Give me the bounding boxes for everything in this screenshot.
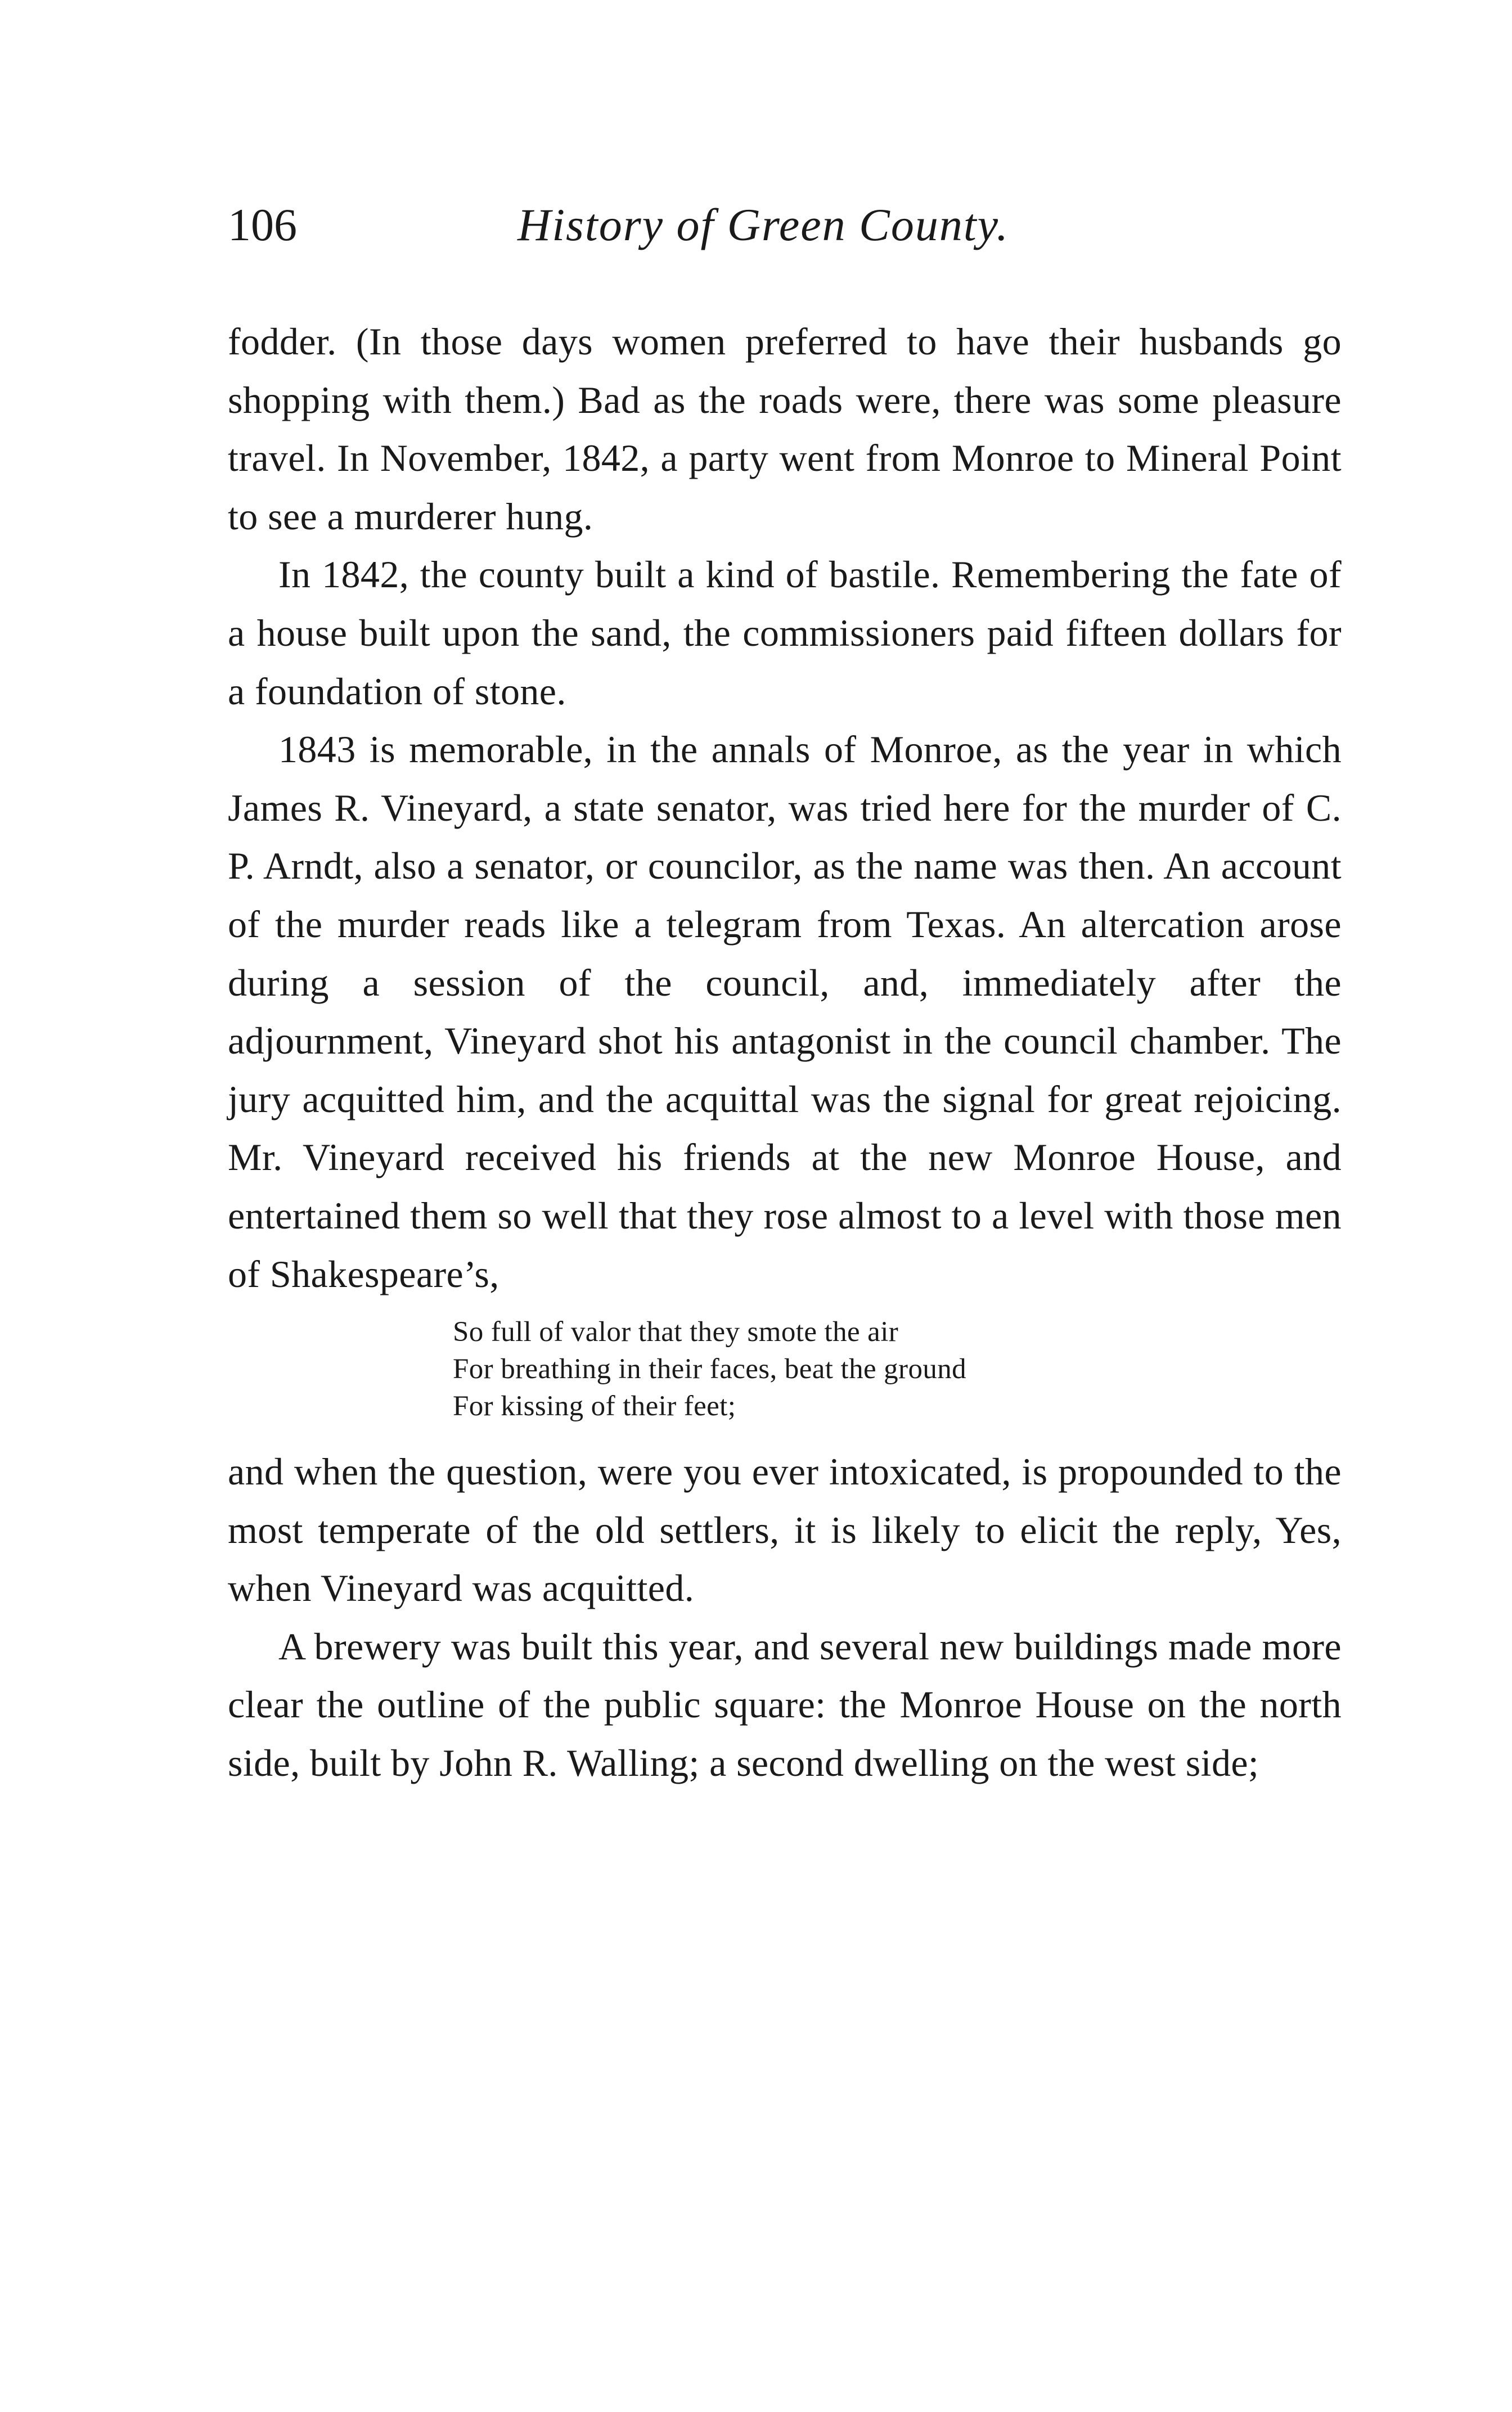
shakespeare-quote bbox=[453, 1313, 1240, 1425]
paragraph-bastile: In 1842, the county built a kind of bastile. Remembering the fate of a house built upon the sand, the commissioners paid fifteen dollars for a foundation of stone. bbox=[228, 553, 1342, 713]
page-number: 106 bbox=[228, 199, 297, 250]
quote-line: For kissing of their feet; bbox=[453, 1390, 736, 1423]
page-header bbox=[228, 191, 1330, 264]
paragraph-question: and when the question, were you ever intoxicated, is propounded to the most temperate of the old settlers, it is likely to elicit the reply, Yes, when Vineyard was acquitted. bbox=[228, 1450, 1342, 1610]
paragraph-vineyard-trial: 1843 is memorable, in the annals of Monroe, as the year in which James R. Vineyard, a state senator, was tried here for the murder of C. P. Arndt, also a senator, or councilor, as the name was then. An account of the murder reads like a telegram from Texas. An altercation arose during a session of the council, and, immediately after the adjournment, Vineyard shot his antagonist in the council chamber. The jury acquitted him, and the acquittal was the signal for great rejoicing. Mr. Vineyard received his friends at the new Monroe House, and entertained them so well that they rose almost to a level with those men of Shakespeare’s, bbox=[228, 728, 1342, 1295]
paragraph-fodder: fodder. (In those days women preferred to have their husbands go shopping with them.) Bad as the roads were, there was some pleasure travel. In November, 1842, a party went from Monroe to Mineral Point to see a murderer hung. bbox=[228, 320, 1342, 538]
running-title: History of Green County. bbox=[518, 199, 1010, 250]
quote-line: For breathing in their faces, beat the ground bbox=[453, 1353, 967, 1385]
quote-line: So full of valor that they smote the air bbox=[453, 1316, 899, 1348]
body-text bbox=[228, 313, 1342, 1793]
paragraph-brewery: A brewery was built this year, and several new buildings made more clear the outline of the public square: the Monroe House on the north side, built by John R. Walling; a second dwelling on the west side; bbox=[228, 1624, 1342, 1785]
